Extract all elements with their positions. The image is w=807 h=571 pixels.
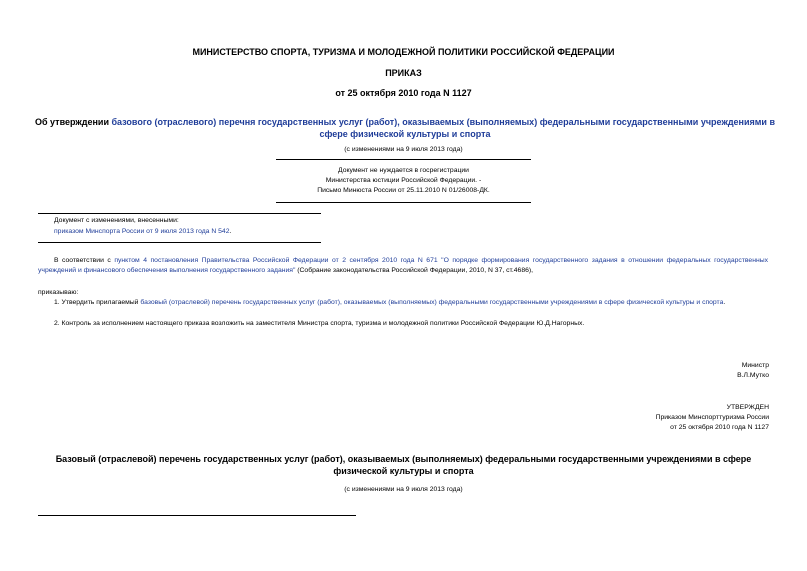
amendments-note: (с изменениями на 9 июля 2013 года) [344,146,463,153]
changes-item [54,227,231,237]
item1-link[interactable]: базовый (отраслевой) перечень государственных услуг (работ), оказываемых (выполняемых) федеральными государственными учреждениями в сфере физической культуры и спорта [140,299,724,306]
appendix-amendments: (с изменениями на 9 июля 2013 года) [344,486,463,493]
divider [38,515,356,516]
item1-text-b: . [723,299,726,306]
order-item-1 [54,298,768,308]
doc-date-number: от 25 октября 2010 года N 1127 [335,88,472,98]
appendix-title: Базовый (отраслевой) перечень государственных услуг (работ), оказываемых (выполняемых) федеральными государственными учреждениями в сфере физической культуры и спорта [55,454,752,476]
changes-link[interactable]: приказом Минспорта России от 9 июля 2013 года N 542 [54,228,230,235]
preamble-text-a: В соответствии с [54,257,115,264]
preamble-link[interactable]: пунктом 4 постановления Правительства Российской Федерации от 2 сентября 2010 года N 671 "О порядке формирования государственного задания в отношении федеральных государственных учреждений и финансового обеспечения выполнения государственного задания" [38,257,768,274]
approval-line-1: УТВЕРЖДЕН [726,404,769,411]
approval-line-2: Приказом Минспорттуризма России [655,414,769,421]
registration-line-3: Письмо Минюста России от 25.11.2010 N 01/26008-ДК. [317,187,490,194]
divider [38,242,321,243]
doc-type: ПРИКАЗ [385,68,422,78]
order-word: приказываю: [38,289,79,296]
order-item-2: 2. Контроль за исполнением настоящего приказа возложить на заместителя Министра спорта, туризма и молодежной политики Российской Федерации Ю.Д.Нагорных. [54,320,585,327]
preamble-text-b: (Собрание законодательства Российской Федерации, 2010, N 37, ст.4686), [295,267,534,274]
signature-name: В.Л.Мутко [737,372,769,379]
registration-line-2: Министерства юстиции Российской Федерации. - [325,177,482,184]
item1-text-a: 1. Утвердить прилагаемый [54,299,141,306]
title-link[interactable]: базового (отраслевого) перечня государственных услуг (работ), оказываемых (выполняемых) федеральными государственными учреждениями в сфере физической культуры и спорта [111,117,775,139]
page-title [30,116,780,140]
registration-line-1: Документ не нуждается в госрегистрации [338,167,469,174]
signature-position: Министр [741,362,769,369]
changes-end: . [229,228,232,235]
divider [276,202,531,203]
approval-line-3: от 25 октября 2010 года N 1127 [670,424,769,431]
changes-intro: Документ с изменениями, внесенными: [54,217,179,224]
title-prefix: Об утверждении [35,117,112,127]
preamble-paragraph [38,256,768,276]
divider [38,213,321,214]
divider [276,159,531,160]
ministry-heading: МИНИСТЕРСТВО СПОРТА, ТУРИЗМА И МОЛОДЕЖНОЙ ПОЛИТИКИ РОССИЙСКОЙ ФЕДЕРАЦИИ [192,47,615,57]
